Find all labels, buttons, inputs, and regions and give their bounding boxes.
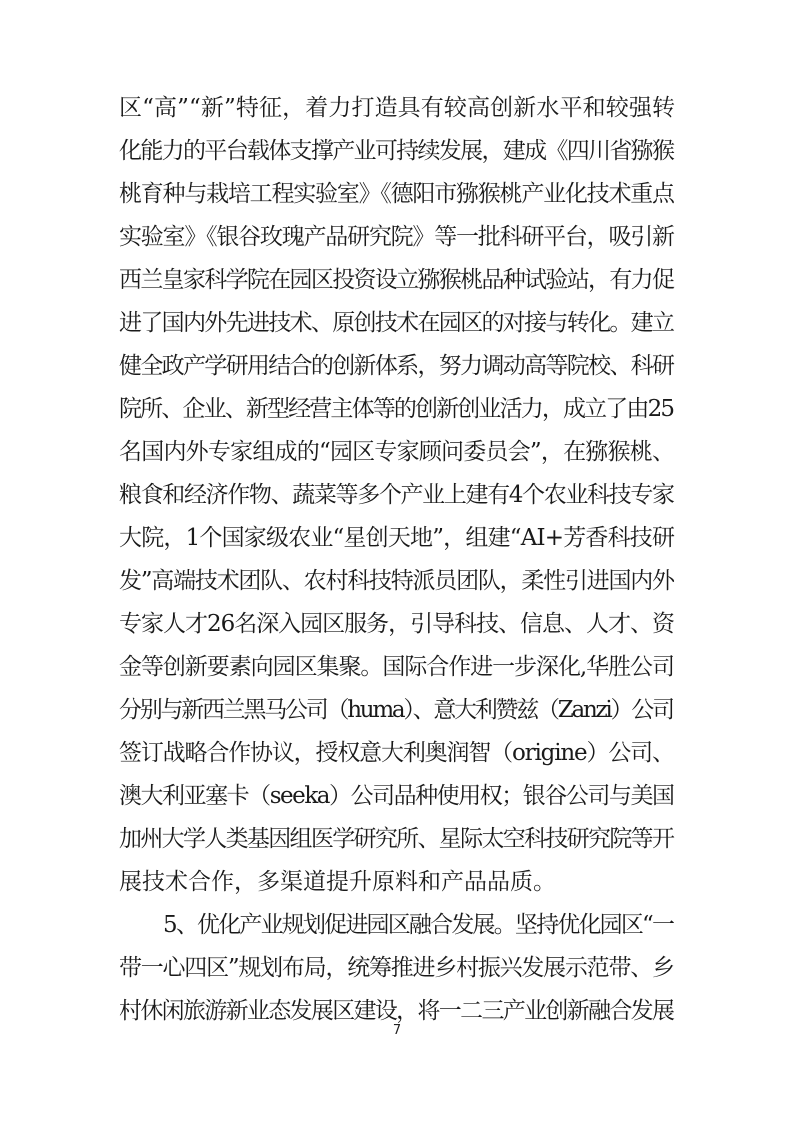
text-line-content: 5、优化产业规划促进园区融合发展。坚持优化园区“一 [163,912,674,938]
text-line [0,432,793,472]
text-line-content: 澳大利亚塞卡（seeka）公司品种使用权；银谷公司与美国 [119,783,674,809]
text-line-content: 西兰皇家科学院在园区投资设立猕猴桃品种试验站，有力促 [119,267,674,293]
text-line [0,174,793,214]
text-line [0,690,793,730]
text-line-content: 分别与新西兰黑马公司（huma）、意大利赞兹（Zanzi）公司 [119,697,673,723]
text-line-content: 粮食和经济作物、蔬菜等多个产业上建有4个农业科技专家 [119,482,674,508]
text-line-content: 签订战略合作协议，授权意大利奥润智（origine）公司、 [119,740,674,766]
text-line-content: 发”高端技术团队、农村科技特派员团队，柔性引进国内外 [119,568,674,594]
text-line-content: 区“高”“新”特征，着力打造具有较高创新水平和较强转 [119,95,676,121]
text-line [0,217,793,257]
text-line-content: 进了国内外先进技术、原创技术在园区的对接与转化。建立 [119,310,674,336]
text-line [0,518,793,558]
text-line [0,561,793,601]
text-line [0,819,793,859]
text-line-content: 带一心四区”规划布局，统筹推进乡村振兴发展示范带、乡 [119,955,674,981]
text-line-content: 专家人才26名深入园区服务，引导科技、信息、人才、资 [119,611,674,637]
text-line [0,303,793,343]
text-line-content: 村休闲旅游新业态发展区建设，将一二三产业创新融合发展 [119,998,674,1024]
text-line [0,389,793,429]
text-line-content: 名国内外专家组成的“园区专家顾问委员会”，在猕猴桃、 [119,439,675,465]
text-line [0,346,793,386]
text-line [0,260,793,300]
text-line [0,475,793,515]
text-line-content: 加州大学人类基因组医学研究所、星际太空科技研究院等开 [119,826,674,852]
text-line-content: 健全政产学研用结合的创新体系，努力调动高等院校、科研 [119,353,674,379]
page-number: 7 [392,1023,402,1038]
text-line [0,862,793,902]
text-line [0,776,793,816]
text-line-content: 展技术合作，多渠道提升原料和产品品质。 [119,869,556,895]
text-line-content: 金等创新要素向园区集聚。国际合作进一步深化,华胜公司 [119,654,674,680]
text-line [0,88,793,128]
text-line-content: 实验室》《银谷玫瑰产品研究院》等一批科研平台，吸引新 [119,224,674,250]
text-line [0,948,793,988]
text-line-content: 化能力的平台载体支撑产业可持续发展，建成《四川省猕猴 [119,138,674,164]
text-line-content: 大院，1个国家级农业“星创天地”，组建“AI+芳香科技研 [119,525,675,551]
text-line-content: 桃育种与栽培工程实验室》《德阳市猕猴桃产业化技术重点 [119,181,674,207]
text-line [0,647,793,687]
text-line [0,131,793,171]
paragraph-first-line [0,905,793,945]
text-line [0,733,793,773]
text-line [0,604,793,644]
text-line-content: 院所、企业、新型经营主体等的创新创业活力，成立了由25 [119,396,674,422]
